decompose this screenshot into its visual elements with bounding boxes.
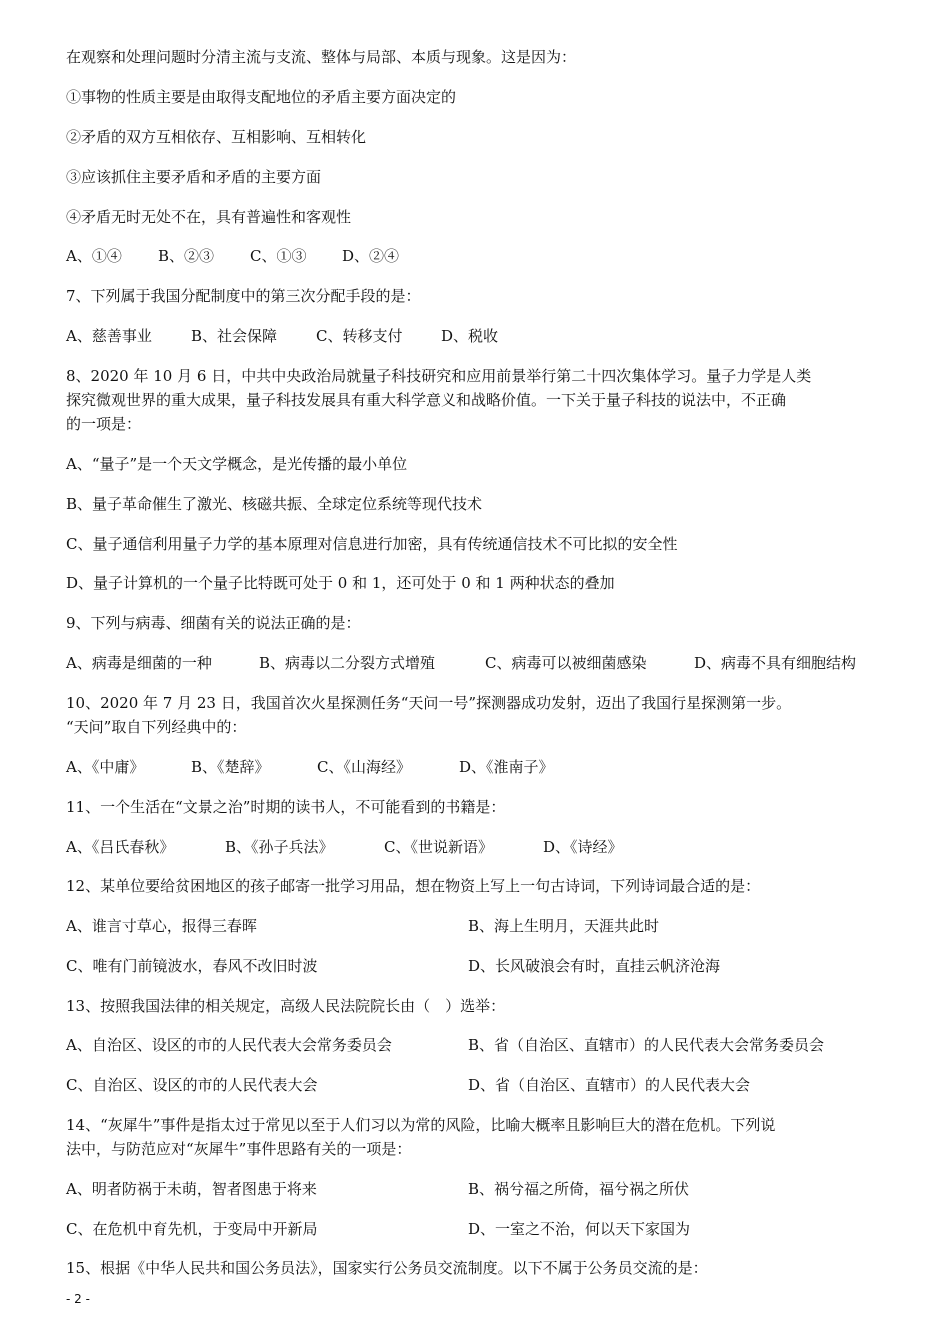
q14-option-a: A、明者防祸于未萌，智者图患于将来	[66, 1180, 317, 1198]
q11-option-d: D、《诗经》	[543, 838, 623, 856]
q15-stem: 15、根据《中华人民共和国公务员法》，国家实行公务员交流制度。以下不属于公务员交流的是：	[66, 1259, 708, 1277]
q7-stem: 7、下列属于我国分配制度中的第三次分配手段的是：	[66, 287, 421, 305]
q9-option-d: D、病毒不具有细胞结构	[694, 654, 857, 672]
q6-item-4: ④矛盾无时无处不在，具有普遍性和客观性	[66, 208, 352, 226]
q8-option-b: B、量子革命催生了激光、核磁共振、全球定位系统等现代技术	[66, 495, 483, 513]
q13-option-b: B、省（自治区、直辖市）的人民代表大会常务委员会	[468, 1036, 825, 1054]
q11-option-a: A、《吕氏春秋》	[66, 838, 175, 856]
q13-option-c: C、自治区、设区的市的人民代表大会	[66, 1076, 318, 1094]
q11-option-c: C、《世说新语》	[384, 838, 493, 856]
q11-options	[66, 837, 623, 857]
q10-option-a: A、《中庸》	[66, 758, 145, 776]
q6-item-3: ③应该抓住主要矛盾和矛盾的主要方面	[66, 168, 322, 186]
q14-option-c: C、在危机中育先机，于变局中开新局	[66, 1220, 318, 1238]
q14-option-d: D、一室之不治，何以天下家国为	[468, 1220, 691, 1238]
q7-option-d: D、税收	[441, 327, 499, 345]
q9-option-a: A、病毒是细菌的一种	[66, 654, 212, 672]
q9-option-b: B、病毒以二分裂方式增殖	[259, 654, 436, 672]
q8-option-c: C、量子通信利用量子力学的基本原理对信息进行加密，具有传统通信技术不可比拟的安全性	[66, 535, 678, 553]
q10-option-c: C、《山海经》	[317, 758, 411, 776]
q11-option-b: B、《孙子兵法》	[225, 838, 334, 856]
q6-option-a: A、①④	[66, 247, 122, 265]
q6-options	[66, 246, 399, 266]
q8-stem-line-1: 8、2020 年 10 月 6 日，中共中央政治局就量子科技研究和应用前景举行第二十四次集体学习。量子力学是人类	[66, 367, 812, 385]
q9-options	[66, 653, 856, 673]
q12-option-d: D、长风破浪会有时，直挂云帆济沧海	[468, 957, 721, 975]
q8-stem-line-3: 的一项是：	[66, 415, 142, 433]
q7-option-c: C、转移支付	[316, 327, 403, 345]
q12-option-b: B、海上生明月，天涯共此时	[468, 917, 660, 935]
q6-item-1: ①事物的性质主要是由取得支配地位的矛盾主要方面决定的	[66, 88, 457, 106]
q12-option-a: A、谁言寸草心，报得三春晖	[66, 917, 257, 935]
q14-option-b: B、祸兮福之所倚，福兮祸之所伏	[468, 1180, 690, 1198]
q10-option-d: D、《淮南子》	[459, 758, 554, 776]
q6-option-c: C、①③	[250, 247, 307, 265]
page-number: - 2 -	[66, 1292, 90, 1306]
q12-option-c: C、唯有门前镜波水，春风不改旧时波	[66, 957, 318, 975]
q8-option-a: A、“量子”是一个天文学概念，是光传播的最小单位	[66, 455, 408, 473]
q13-option-d: D、省（自治区、直辖市）的人民代表大会	[468, 1076, 751, 1094]
q8-stem-line-2: 探究微观世界的重大成果，量子科技发展具有重大科学意义和战略价值。一下关于量子科技的说法中，不正确	[66, 391, 787, 409]
q7-options	[66, 326, 498, 346]
q6-item-2: ②矛盾的双方互相依存、互相影响、互相转化	[66, 128, 367, 146]
q10-option-b: B、《楚辞》	[191, 758, 270, 776]
q7-option-a: A、慈善事业	[66, 327, 152, 345]
q9-stem: 9、下列与病毒、细菌有关的说法正确的是：	[66, 614, 361, 632]
q14-stem-line-1: 14、“灰犀牛”事件是指太过于常见以至于人们习以为常的风险，比喻大概率且影响巨大的潜在危机。下列说	[66, 1116, 776, 1134]
q6-option-b: B、②③	[158, 247, 215, 265]
q7-option-b: B、社会保障	[191, 327, 278, 345]
q6-stem: 在观察和处理问题时分清主流与支流、整体与局部、本质与现象。这是因为：	[66, 48, 577, 66]
q13-option-a: A、自治区、设区的市的人民代表大会常务委员会	[66, 1036, 392, 1054]
q10-stem-line-2: “天问”取自下列经典中的：	[66, 718, 247, 736]
q10-stem-line-1: 10、2020 年 7 月 23 日，我国首次火星探测任务“天问一号”探测器成功发射，迈出了我国行星探测第一步。	[66, 694, 792, 712]
q6-option-d: D、②④	[342, 247, 400, 265]
q11-stem: 11、一个生活在“文景之治”时期的读书人，不可能看到的书籍是：	[66, 798, 506, 816]
q9-option-c: C、病毒可以被细菌感染	[485, 654, 647, 672]
q12-stem: 12、某单位要给贫困地区的孩子邮寄一批学习用品，想在物资上写上一句古诗词，下列诗词最合适的是：	[66, 877, 761, 895]
q14-stem-line-2: 法中，与防范应对“灰犀牛”事件思路有关的一项是：	[66, 1140, 412, 1158]
q13-stem: 13、按照我国法律的相关规定，高级人民法院院长由（ ）选举：	[66, 997, 506, 1015]
q10-options	[66, 757, 554, 777]
q8-option-d: D、量子计算机的一个量子比特既可处于 0 和 1，还可处于 0 和 1 两种状态的叠加	[66, 574, 615, 592]
